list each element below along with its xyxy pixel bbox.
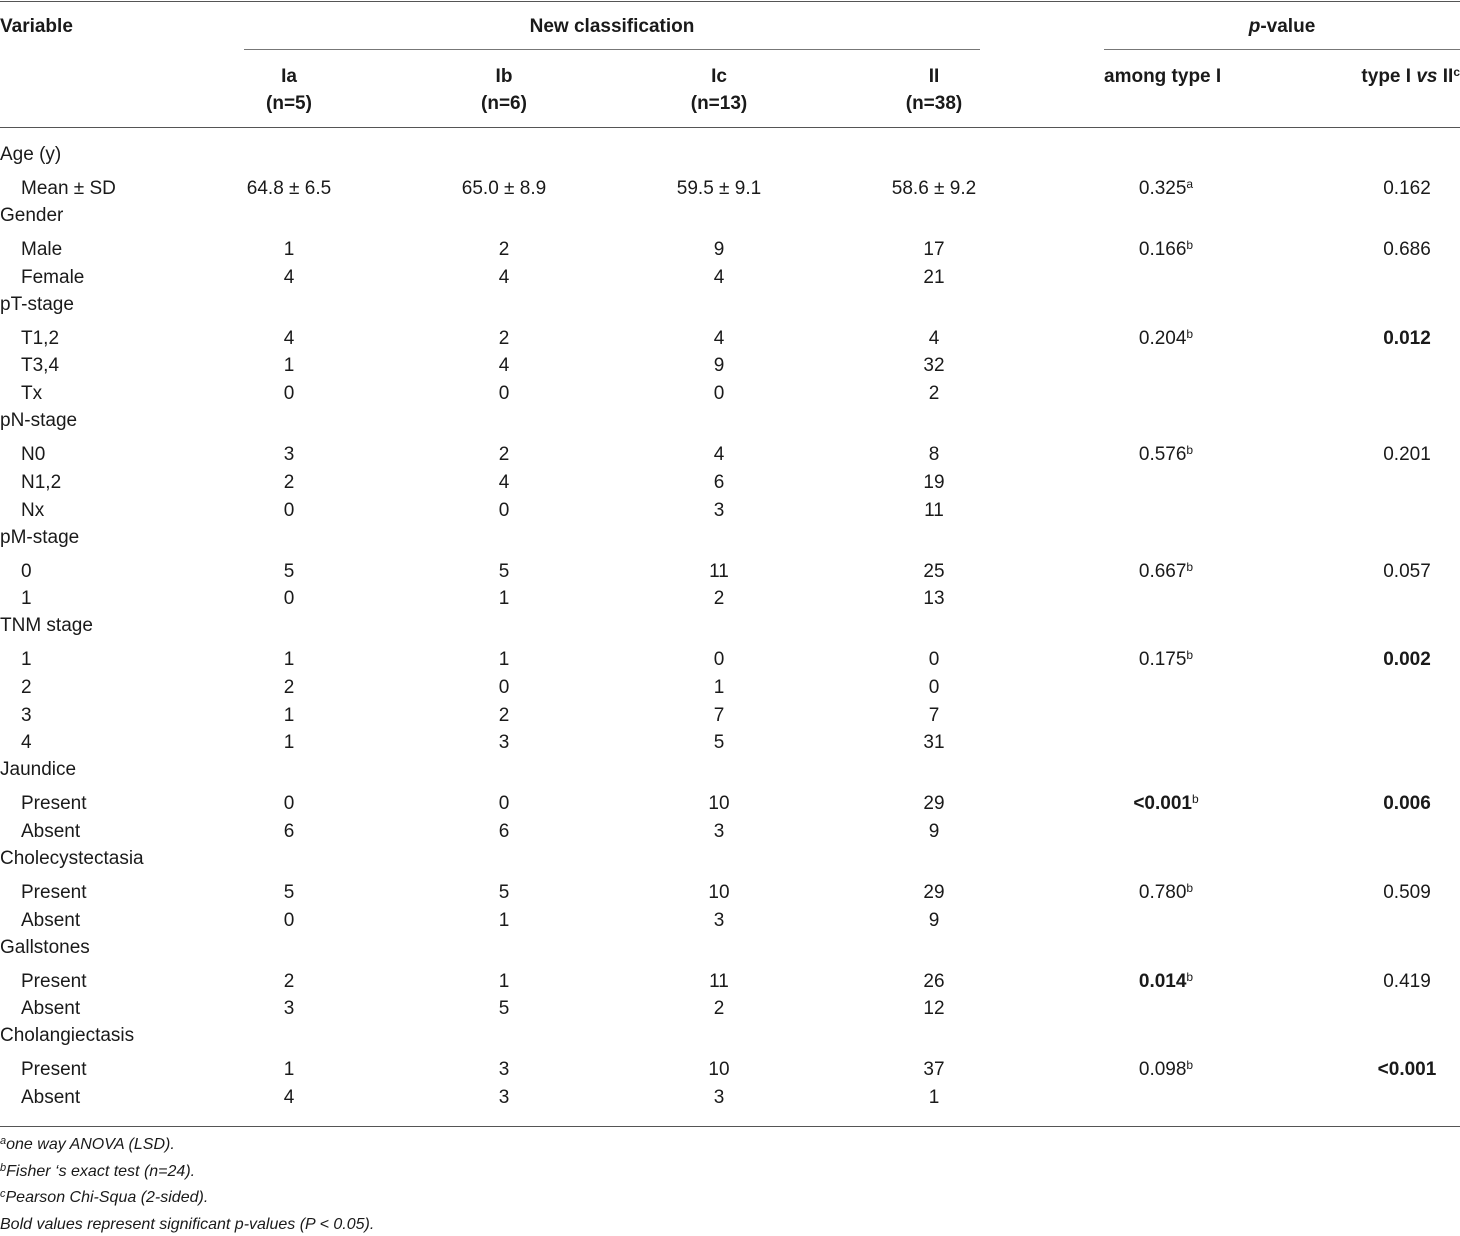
row-label: Female: [21, 266, 85, 288]
value-cell: 2: [713, 998, 725, 1020]
footnote: $^a$one way ANOVA (LSD).: [0, 1135, 175, 1153]
row-label: N1,2: [21, 471, 62, 493]
row-label: Absent: [21, 998, 81, 1020]
pvalue-type-i-vs-ii: 0.201: [1383, 444, 1431, 466]
group-label: Cholangiectasis: [0, 1025, 135, 1047]
pvalue-among-type-i: 0.204$^b$: [1138, 326, 1194, 349]
value-cell: 1: [928, 1087, 940, 1109]
column-header-ia: [199, 66, 379, 115]
value-cell: 4: [498, 355, 510, 377]
row-label: Male: [21, 239, 63, 260]
value-cell: 64.8 ± 6.5: [246, 178, 332, 199]
value-cell: 4: [713, 327, 725, 349]
row-label: Absent: [21, 1087, 81, 1109]
group-label: Gallstones: [0, 936, 90, 958]
value-cell: 10: [708, 1059, 730, 1081]
column-header-name: II: [928, 66, 940, 87]
value-cell: 0: [283, 499, 295, 521]
column-header-name: Ic: [711, 66, 727, 87]
value-cell: 1: [283, 355, 295, 377]
pvalue-type-i-vs-ii: 0.419: [1383, 970, 1431, 992]
value-cell: 0: [928, 676, 940, 698]
pvalue-type-i-vs-ii: 0.057: [1383, 560, 1431, 582]
pvalue-among-type-i: 0.780$^b$: [1138, 881, 1194, 903]
value-cell: 10: [708, 882, 730, 903]
value-cell: 9: [713, 355, 725, 377]
pvalue-among-type-i: 0.098$^b$: [1138, 1058, 1194, 1081]
header-new-classification: New classification: [529, 16, 695, 37]
row-label: Absent: [21, 909, 81, 931]
value-cell: 11: [709, 970, 729, 992]
value-cell: 4: [283, 327, 295, 349]
value-cell: 0: [283, 588, 295, 610]
value-cell: 5: [498, 560, 510, 582]
row-label: N0: [21, 444, 46, 466]
value-cell: 3: [498, 1059, 510, 1081]
value-cell: 1: [498, 649, 510, 671]
value-cell: 8: [928, 444, 940, 466]
column-header-ii: [844, 66, 1024, 115]
value-cell: 12: [923, 998, 945, 1020]
column-header-name: Ib: [495, 66, 513, 87]
row-label: Absent: [21, 821, 81, 842]
pvalue-type-i-vs-ii: 0.006: [1383, 793, 1431, 815]
value-cell: 9: [928, 821, 940, 842]
header-among-type-i: among type I: [1104, 66, 1222, 87]
footnote: $^c$Pearson Chi-Squa (2-sided).: [0, 1188, 209, 1206]
column-header-n: (n=6): [481, 93, 527, 114]
row-label: 1: [21, 588, 32, 610]
row-label: Mean ± SD: [21, 178, 116, 199]
header-variable: Variable: [0, 16, 73, 37]
group-label: pN-stage: [0, 410, 78, 432]
table-top-rule: [0, 1, 1460, 2]
value-cell: 5: [498, 882, 510, 903]
value-cell: 59.5 ± 9.1: [676, 178, 762, 199]
pvalue-type-i-vs-ii: 0.012: [1383, 327, 1431, 349]
value-cell: 4: [713, 444, 725, 466]
value-cell: 6: [713, 471, 725, 493]
value-cell: 3: [283, 998, 295, 1020]
row-label: Present: [21, 882, 87, 903]
value-cell: 0: [283, 909, 295, 931]
value-cell: 2: [498, 239, 510, 260]
pvalue-type-i-vs-ii: <0.001: [1377, 1059, 1437, 1081]
value-cell: 13: [923, 588, 945, 610]
value-cell: 25: [923, 560, 945, 582]
value-cell: 10: [708, 793, 730, 815]
value-cell: 4: [498, 266, 510, 288]
column-header-name: Ia: [281, 66, 297, 87]
row-label: T3,4: [21, 355, 60, 377]
row-label: 4: [21, 732, 32, 754]
row-label: Present: [21, 793, 87, 815]
value-cell: 9: [928, 909, 940, 931]
value-cell: 1: [283, 1059, 295, 1081]
pvalue-among-type-i: 0.667$^b$: [1138, 559, 1194, 582]
column-header-ib: [414, 66, 594, 115]
value-cell: 0: [713, 383, 725, 405]
column-header-n: (n=13): [690, 93, 748, 114]
header-type-i-vs-ii: type I vs $II^c$: [1361, 65, 1460, 87]
column-header-ic: [629, 66, 809, 115]
pvalue-among-type-i: 0.014$^b$: [1138, 969, 1194, 992]
value-cell: 3: [283, 444, 295, 466]
value-cell: 1: [498, 909, 510, 931]
value-cell: 4: [928, 327, 940, 349]
row-label: 0: [21, 560, 32, 582]
value-cell: 2: [498, 444, 510, 466]
row-label: 2: [21, 676, 32, 698]
header-pvalue: p-value: [1248, 16, 1316, 37]
value-cell: 21: [923, 266, 945, 288]
group-label: Cholecystectasia: [0, 848, 144, 869]
group-label: Gender: [0, 205, 64, 226]
value-cell: 29: [923, 793, 945, 815]
value-cell: 2: [283, 676, 295, 698]
column-header-n: (n=5): [266, 93, 312, 114]
value-cell: 2: [713, 588, 725, 610]
value-cell: 4: [498, 471, 510, 493]
value-cell: 6: [283, 821, 295, 842]
pvalue-type-i-vs-ii: 0.509: [1383, 882, 1431, 903]
value-cell: 4: [283, 266, 295, 288]
value-cell: 0: [498, 499, 510, 521]
value-cell: 1: [498, 970, 510, 992]
group-label: Age (y): [0, 144, 62, 165]
pvalue-among-type-i: <0.001$^b$: [1133, 792, 1199, 815]
value-cell: 0: [283, 793, 295, 815]
value-cell: 11: [924, 499, 944, 521]
row-label: Tx: [21, 383, 43, 405]
value-cell: 9: [713, 239, 725, 260]
value-cell: 0: [283, 383, 295, 405]
value-cell: 65.0 ± 8.9: [461, 178, 547, 199]
value-cell: 5: [283, 560, 295, 582]
value-cell: 29: [923, 882, 945, 903]
value-cell: 1: [498, 588, 510, 610]
value-cell: 6: [498, 821, 510, 842]
footnote: $^b$Fisher ‘s exact test (n=24).: [0, 1161, 196, 1180]
row-label: 1: [21, 649, 32, 671]
value-cell: 31: [923, 732, 945, 754]
value-cell: 3: [713, 909, 725, 931]
group-label: TNM stage: [0, 615, 93, 637]
row-label: 3: [21, 704, 32, 726]
value-cell: 3: [498, 732, 510, 754]
footnote: Bold values represent significant p-values (P < 0.05).: [0, 1215, 375, 1233]
row-label: Nx: [21, 499, 45, 521]
value-cell: 5: [713, 732, 725, 754]
pvalue-type-i-vs-ii: 0.002: [1383, 649, 1431, 671]
row-label: Present: [21, 970, 87, 992]
value-cell: 3: [498, 1087, 510, 1109]
value-cell: 1: [283, 732, 295, 754]
value-cell: 32: [923, 355, 945, 377]
group-label: pM-stage: [0, 526, 80, 548]
value-cell: 7: [713, 704, 725, 726]
value-cell: 0: [498, 383, 510, 405]
pvalue-among-type-i: 0.175$^b$: [1138, 648, 1194, 671]
value-cell: 0: [713, 649, 725, 671]
value-cell: 1: [283, 704, 295, 726]
row-label: Present: [21, 1059, 87, 1081]
row-label: T1,2: [21, 327, 60, 349]
table-bottom-rule: [0, 1126, 1460, 1127]
group-label: pT-stage: [0, 293, 74, 315]
value-cell: 3: [713, 821, 725, 842]
value-cell: 1: [283, 239, 295, 260]
value-cell: 2: [498, 704, 510, 726]
pvalue-type-i-vs-ii: 0.162: [1383, 178, 1431, 199]
value-cell: 2: [283, 471, 295, 493]
value-cell: 4: [713, 266, 725, 288]
value-cell: 2: [498, 327, 510, 349]
new-classification-rule: [244, 49, 980, 50]
header-bottom-rule: [0, 127, 1460, 128]
group-label: Jaundice: [0, 759, 77, 781]
pvalue-among-type-i: 0.325$^a$: [1138, 177, 1194, 199]
value-cell: 0: [498, 676, 510, 698]
value-cell: 37: [923, 1059, 945, 1081]
value-cell: 1: [283, 649, 295, 671]
value-cell: 19: [923, 471, 945, 493]
value-cell: 1: [713, 676, 725, 698]
value-cell: 5: [498, 998, 510, 1020]
pvalue-rule: [1104, 49, 1460, 50]
value-cell: 4: [283, 1087, 295, 1109]
value-cell: 2: [283, 970, 295, 992]
value-cell: 17: [923, 239, 945, 260]
value-cell: 0: [498, 793, 510, 815]
value-cell: 58.6 ± 9.2: [891, 178, 977, 199]
value-cell: 3: [713, 1087, 725, 1109]
value-cell: 11: [709, 560, 729, 582]
value-cell: 0: [928, 649, 940, 671]
pvalue-among-type-i: 0.576$^b$: [1138, 443, 1194, 466]
pvalue-among-type-i: 0.166$^b$: [1138, 238, 1194, 260]
value-cell: 2: [928, 383, 940, 405]
pvalue-type-i-vs-ii: 0.686: [1383, 239, 1431, 260]
value-cell: 3: [713, 499, 725, 521]
value-cell: 7: [928, 704, 940, 726]
column-header-n: (n=38): [905, 93, 963, 114]
value-cell: 26: [923, 970, 945, 992]
value-cell: 5: [283, 882, 295, 903]
